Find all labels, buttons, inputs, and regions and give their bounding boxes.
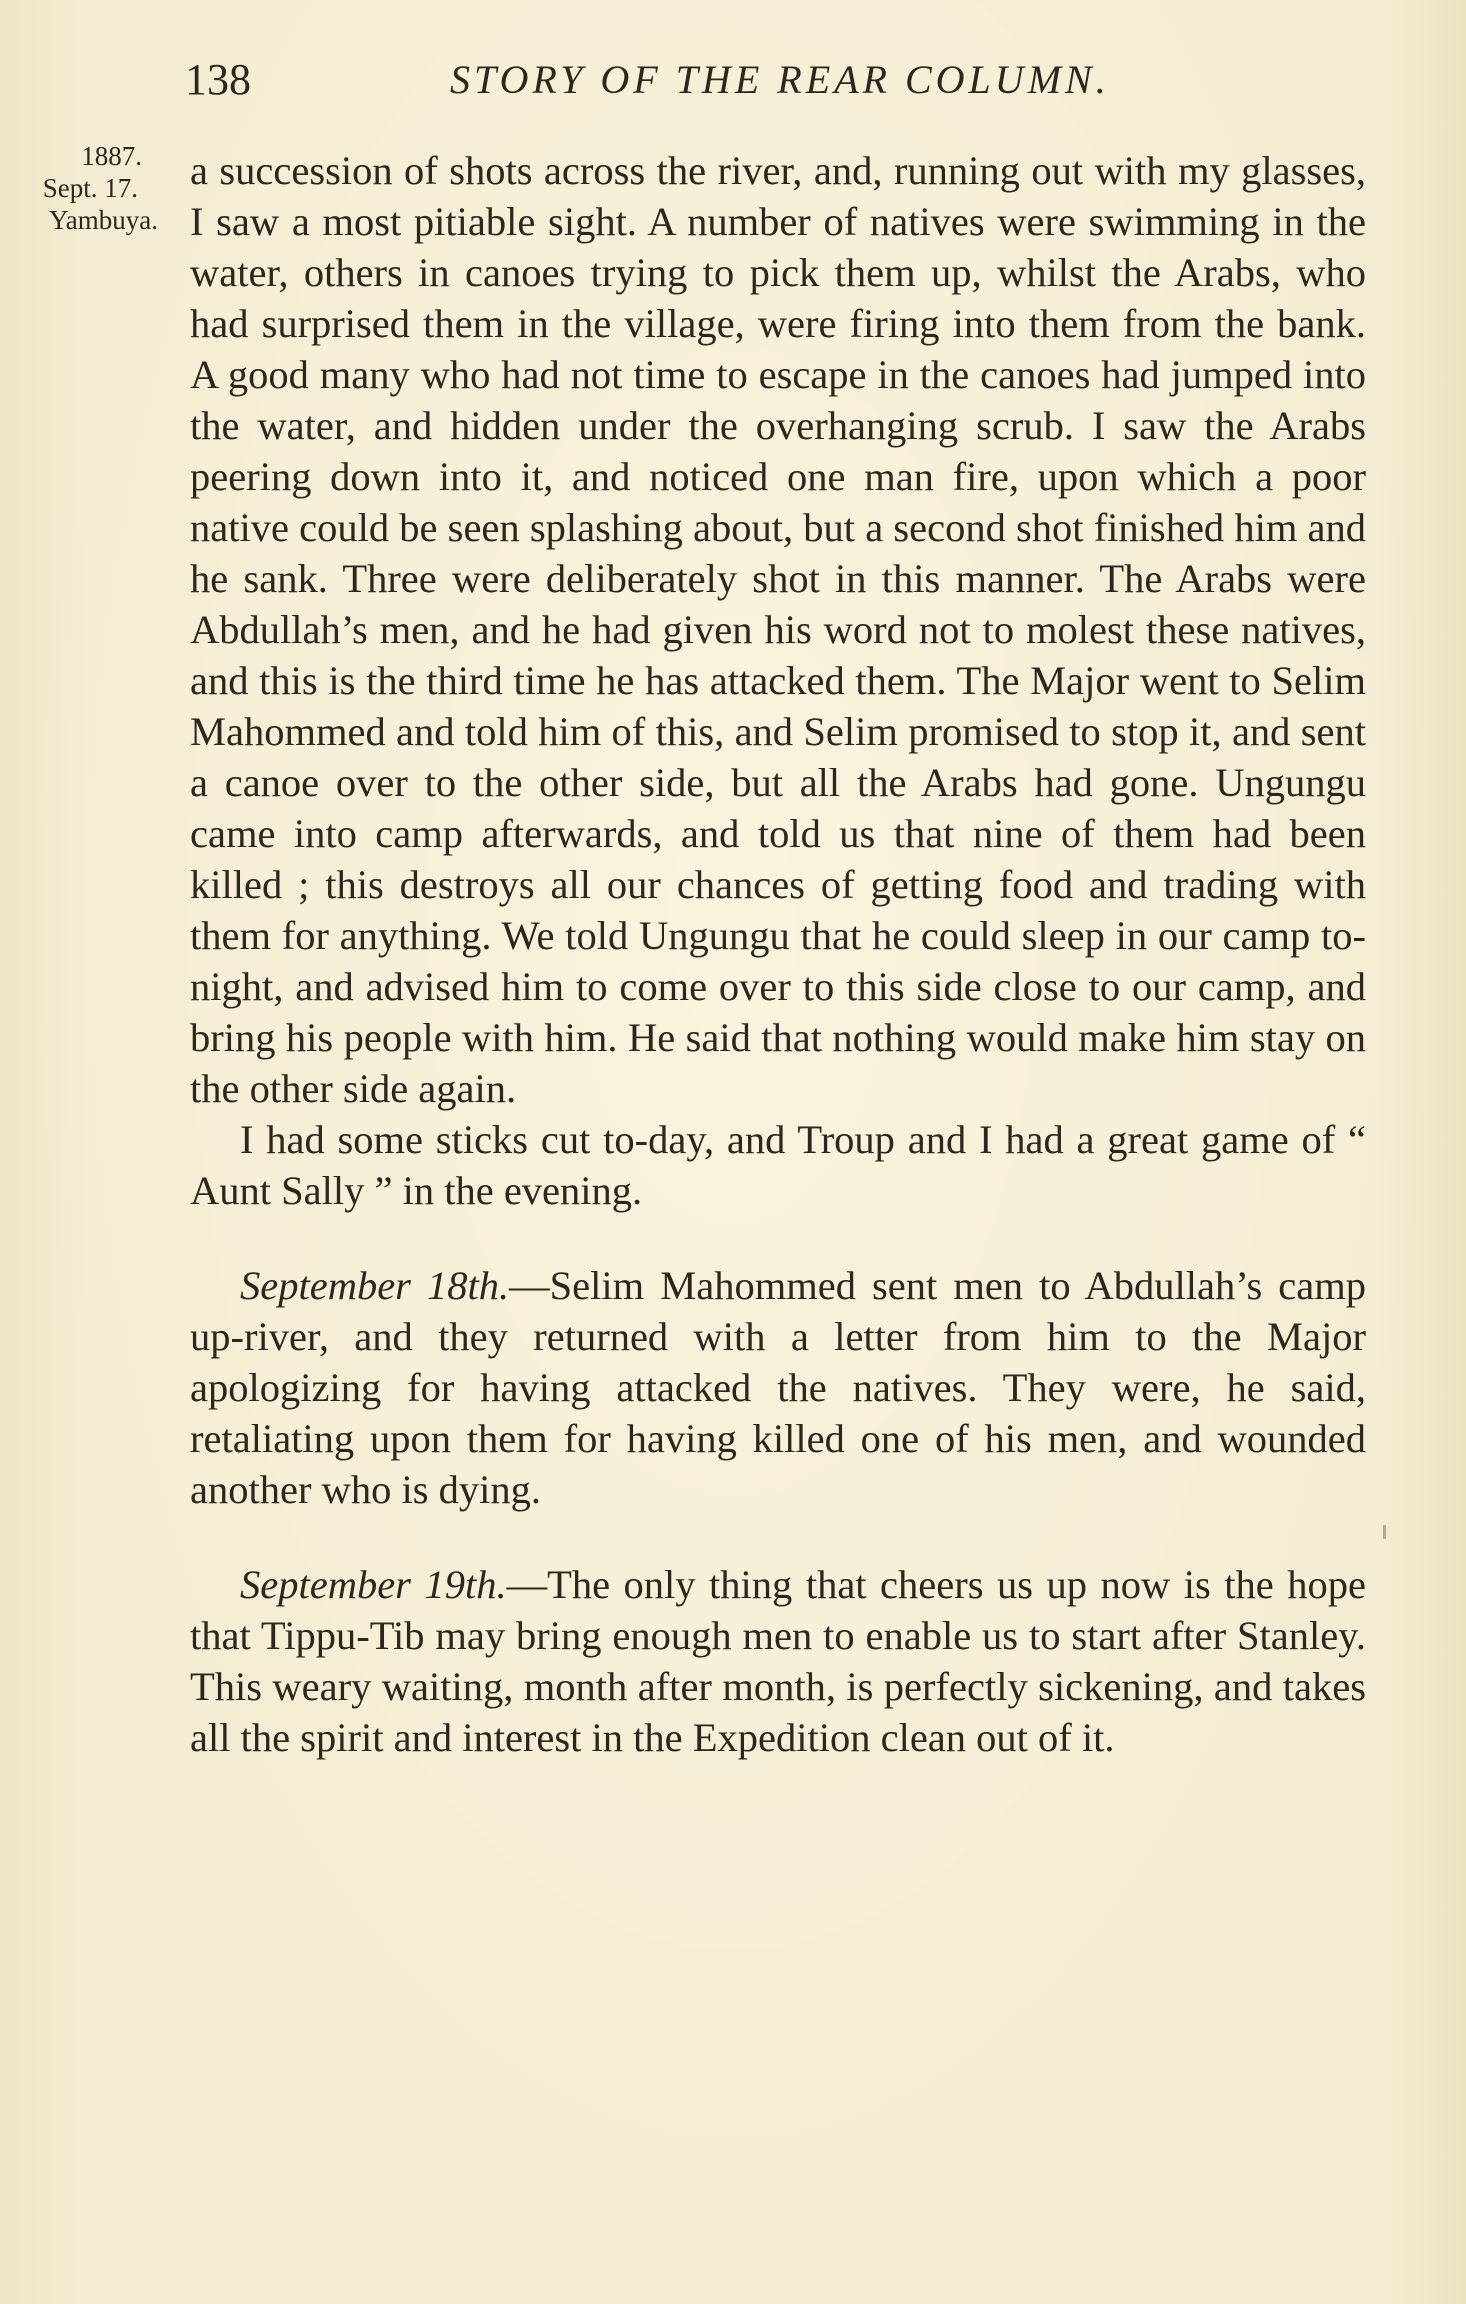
paragraph-september-18 [190,1260,1366,1515]
entry-text-september-19: —The only thing that cheers us up now is the hope that Tippu-Tib may bring enough men to enable us to start after Stanley. This weary waiting, month after month, is perfectly sickening, and takes all the spirit and interest in the Expedition clean out of it. [190,1562,1366,1760]
entry-date-september-18: September 18th. [240,1263,510,1308]
print-mark [1383,1525,1386,1539]
page-number: 138 [185,55,251,104]
margin-note-place: Yambuya. [48,205,158,235]
margin-note-year: 1887. [81,141,142,171]
margin-note [8,140,158,236]
margin-note-date: Sept. 17. [42,173,138,203]
entry-date-september-19: September 19th. [240,1562,507,1607]
entry-text-september-18: —Selim Mahommed sent men to Abdullah’s camp up-river, and they returned with a letter from him to the Major apologizing for having attacked the natives. They were, he said, retaliating upon them for having killed one of his men, and wounded another who is dying. [190,1263,1366,1512]
paragraph-aunt-sally: I had some sticks cut to-day, and Troup and I had a great game of “ Aunt Sally ” in the evening. [190,1117,1366,1213]
running-title: STORY OF THE REAR COLUMN. [450,57,1110,102]
body-text [190,145,1366,1763]
paragraph-september-19 [190,1559,1366,1763]
paragraph-shots-across-river: a succession of shots across the river, and, running out with my glasses, I saw a most pitiable sight. A number of natives were swimming in the water, others in canoes trying to pick them up, whilst the Arabs, who had surprised them in the village, were firing into them from the bank. A good many who had not time to escape in the canoes had jumped into the water, and hidden under the overhanging scrub. I saw the Arabs peering down into it, and noticed one man fire, upon which a poor native could be seen splashing about, but a second shot finished him and he sank. Three were deliberately shot in this manner. The Arabs were Abdullah’s men, and he had given his word not to molest these natives, and this is the third time he has attacked them. The Major went to Selim Mahommed and told him of this, and Selim promised to stop it, and sent a canoe over to the other side, but all the Arabs had gone. Ungungu came into camp afterwards, and told us that nine of them had been killed ; this destroys all our chances of getting food and trading with them for anything. We told Ungungu that he could sleep in our camp to-night, and advised him to come over to this side close to our camp, and bring his people with him. He said that nothing would make him stay on the other side again. [190,148,1366,1111]
running-head [185,50,1365,110]
